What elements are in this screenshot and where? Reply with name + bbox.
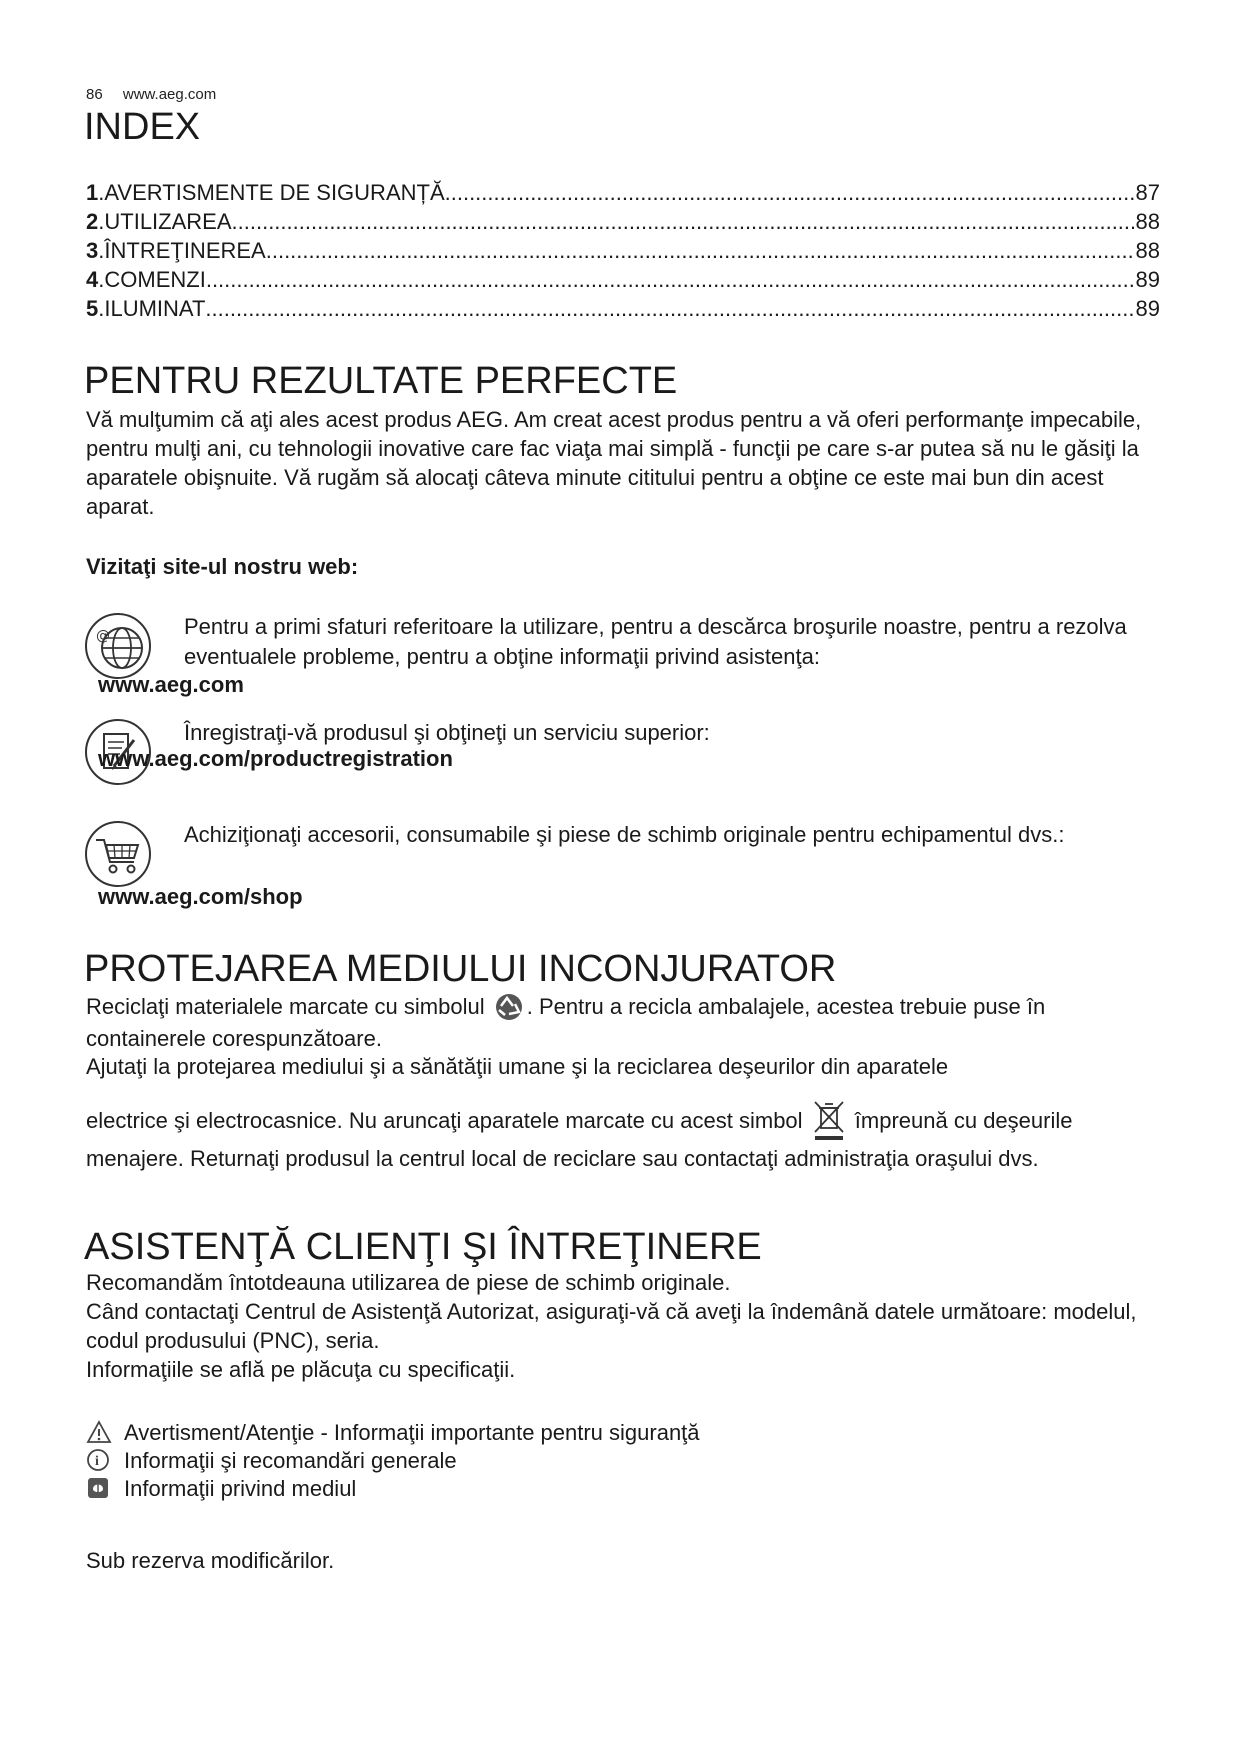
toc-page: 89 — [1135, 296, 1160, 321]
link-aeg-com[interactable]: www.aeg.com — [98, 672, 244, 697]
legend-item: i Informaţii şi recomandări generale — [86, 1446, 1166, 1474]
toc-label: COMENZI — [104, 267, 206, 292]
intro-paragraph: Vă mulţumim că aţi ales acest produs AEG. Am creat acest produs pentru a vă oferi performanţe impecabile, pentru mulţi ani, cu tehnologii inovative care fac viaţa mai simplă - funcţii pe care s-ar putea să nu le găsiţi la aparatele obişnuite. Vă rugăm să alocaţi câteva minute cititului pentru a obţine ce este mai bun din acest aparat. — [86, 407, 1142, 519]
toc-label: AVERTISMENTE DE SIGURANȚĂ — [104, 180, 445, 205]
recycle-icon — [491, 992, 527, 1024]
toc-label: UTILIZAREA — [104, 209, 232, 234]
environment-paragraph-2: Ajutaţi la protejarea mediului şi a sănătăţii umane şi la reciclarea deşeurilor din aparatele — [86, 1054, 949, 1079]
table-of-contents — [86, 180, 1160, 325]
environment-paragraph-3: electrice şi electrocasnice. Nu aruncaţi aparatele marcate cu acest simbol împreună cu deşeurile menajere. Returnaţi produsul la centrul local de reciclare sau contactaţi administraţia oraşului dvs. — [86, 1100, 1166, 1173]
toc-label: ILUMINAT — [104, 296, 206, 321]
web-item-text: Pentru a primi sfaturi referitoare la utilizare, pentru a descărca broşurile noastre, pentru a rezolva eventualele probleme, pentru a obţine informaţii privind asistenţa: — [184, 614, 1127, 669]
toc-page: 89 — [1135, 267, 1160, 292]
legend-item: Informaţii privind mediul — [86, 1474, 1166, 1502]
link-aeg-shop[interactable]: www.aeg.com/shop — [98, 884, 303, 909]
environment-paragraph-1: Reciclaţi materialele marcate cu simbolul . Pentru a recicla ambalajele, acestea trebuie puse în containerele corespunzătoare. — [86, 994, 1046, 1052]
toc-page: 88 — [1135, 209, 1160, 234]
toc-item[interactable]: 5 . ILUMINAT ..... 89 — [86, 296, 1160, 325]
globe-icon — [84, 612, 152, 680]
svg-text:i: i — [95, 1454, 99, 1469]
info-icon — [86, 1448, 112, 1472]
toc-item[interactable]: 4 . COMENZI ..... 89 — [86, 267, 1160, 296]
toc-item[interactable]: 1 . AVERTISMENTE DE SIGURANȚĂ ..... 87 — [86, 180, 1160, 209]
environment-icon — [86, 1476, 112, 1500]
link-product-registration[interactable]: www.aeg.com/productregistration — [98, 746, 453, 771]
legend-item: Avertisment/Atenţie - Informaţii importante pentru siguranţă — [86, 1418, 1166, 1446]
toc-item[interactable]: 3 . ÎNTREŢINEREA ..... 88 — [86, 238, 1160, 267]
page-header — [86, 86, 216, 103]
weee-bin-icon — [809, 1100, 849, 1144]
toc-label: ÎNTREŢINEREA — [104, 238, 266, 263]
header-site: www.aeg.com — [122, 86, 217, 103]
symbol-legend — [86, 1418, 1166, 1502]
toc-item[interactable]: 2 . UTILIZAREA ..... 88 — [86, 209, 1160, 238]
toc-page: 88 — [1135, 238, 1160, 263]
svg-text:@: @ — [96, 628, 110, 644]
web-item-text: Înregistraţi-vă produsul şi obţineţi un serviciu superior: — [184, 720, 710, 745]
footer-note: Sub rezerva modificărilor. — [86, 1548, 335, 1573]
visit-label: Vizitaţi site-ul nostru web: — [86, 554, 359, 579]
web-item-text: Achiziţionaţi accesorii, consumabile şi piese de schimb originale pentru echipamentul dvs.: — [184, 822, 1065, 847]
support-paragraph: Recomandăm întotdeauna utilizarea de piese de schimb originale. Când contactaţi Centrul de Asistenţă Autorizat, asiguraţi-vă că aveţi la îndemână datele următoare: modelul, codul produsului (PNC), seria. Informaţiile se află pe plăcuţa cu specificaţii. — [86, 1270, 1137, 1382]
warning-icon — [86, 1420, 112, 1444]
toc-page: 87 — [1135, 180, 1160, 205]
section-title-environment: PROTEJAREA MEDIULUI INCONJURATOR — [84, 948, 837, 990]
section-title-support: ASISTENŢĂ CLIENŢI ŞI ÎNTREŢINERE — [84, 1226, 762, 1268]
page-number: 86 — [86, 86, 103, 103]
section-title-perfect: PENTRU REZULTATE PERFECTE — [84, 360, 678, 402]
shopping-cart-icon — [84, 820, 152, 888]
index-title: INDEX — [84, 106, 201, 148]
